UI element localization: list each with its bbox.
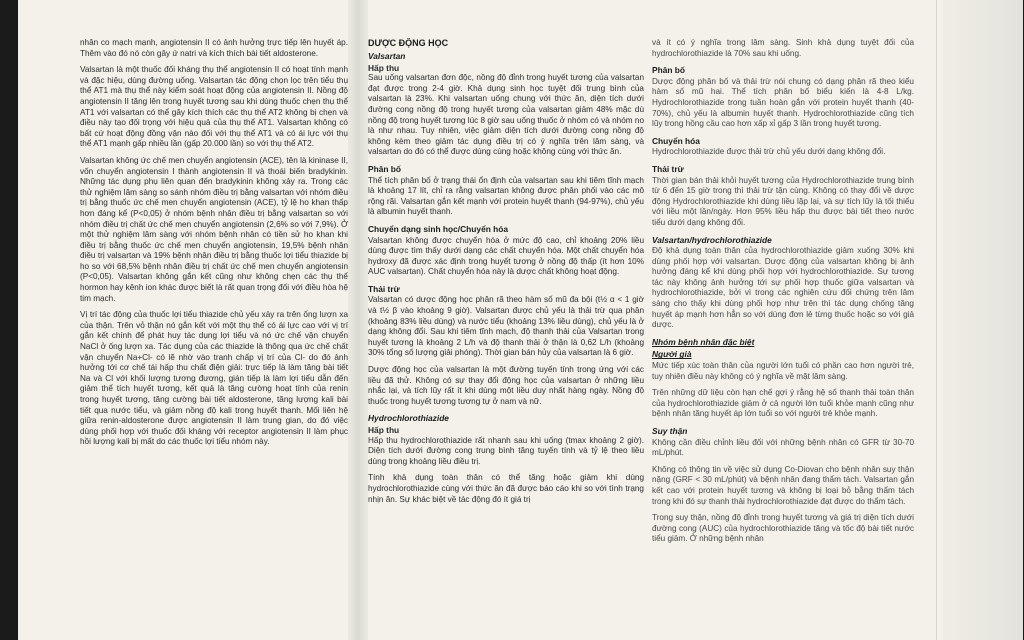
page-fold-shadow (348, 0, 368, 640)
page-edge-line (936, 0, 937, 640)
paragraph: Trong suy thận, nồng độ đỉnh trong huyết tương và giá trị diện tích dưới đường cong (AUC) của hydrochlorothiazide tăng và tốc độ bài tiết nước tiểu giảm. Ở những bệnh nhân (652, 513, 914, 544)
page-margin-right (943, 0, 1023, 640)
paragraph: Độ khả dụng toàn thân của hydrochlorothiazide giảm xuống 30% khi dùng phối hợp với valsartan. Dược động của valsartan không bị ảnh hưởng đáng kể khi dùng phối hợp với hydrochlorothiazide. Sự tương tác này không ảnh hưởng tới sự phối hợp thuốc giữa valsartan và hydrochlorothiazide, bởi vì trong các nghiên cứu đối chứng trên lâm sàng cho thấy khi dùng phối hợp như trên thì tác dụng chống tăng huyết áp mạnh hơn hẳn so với dùng đơn lẻ từng thuốc hoặc so với giả dược. (652, 246, 914, 330)
subheading: Suy thận (652, 426, 688, 436)
drug-heading: Valsartan (368, 51, 406, 61)
paragraph: Vị trí tác động của thuốc lợi tiểu thiazide chủ yếu xảy ra trên ống lượn xa của thận. Trên vỏ thận nó gắn kết với một thụ thể có ái lực cao với vị trí gắn kết chính để phát huy tác dụng lợi tiểu và nó ức chế vận chuyển NaCl ở ống lượn xa. Tác dụng của các thiazide là thông qua ức chế chất vận chuyển Na+Cl- có lẽ nhờ vào tranh chấp vị trí của Cl- do đó ảnh hưởng tới cơ chế tái hấp thu chất điện giải: trực tiếp là làm tăng bài tiết Na và Cl với khối lượng tương đương, gián tiếp là làm lợi tiểu dẫn đến giảm thể tích huyết tương, kết quả là tăng cường hoạt tính của renin trong huyết tương, tăng cường bài tiết aldosterone, tăng lượng kali bài tiết qua nước tiểu, và giảm nồng độ kali trong huyết thanh. Mối liên hệ giữa renin-aldosterone được angiotensin II làm trung gian, do đó việc dùng phối hợp với thuốc đối kháng với receptor angiotensin II làm phục hồi lượng kali bị mất do các thuốc lợi tiểu nhóm này. (80, 310, 348, 447)
paragraph: Dược động học của valsartan là một đường tuyến tính trong ứng với các liều đã thử. Không có sự thay đổi động học của valsartan ở những liều nhắc lại, và tích lũy rất ít khi dùng một liều duy nhất hàng ngày. Nồng độ thuốc trong huyết tương tương tự ở nam và nữ. (368, 365, 644, 406)
paragraph: Hấp thu hydrochlorothiazide rất nhanh sau khi uống (tmax khoảng 2 giờ). Diện tích dưới đường cong trung bình tăng tuyến tính và tỷ lệ theo liều dùng trong khoảng liều điều trị. (368, 435, 644, 466)
drug-heading: Valsartan/hydrochlorothiazide (652, 234, 772, 245)
paragraph: Valsartan không ức chế men chuyển angiotensin (ACE), tên là kininase II, vốn chuyển angiotensin I thành angiotensin II và thoái biến bradykinin. Những tác dụng phụ liên quan đến bradykinin không xảy ra. Trong các thử nghiệm lâm sàng so sánh nhóm điều trị bằng valsartan với nhóm điều trị bằng thuốc ức chế men chuyển angiotensin (ACE), tỷ lệ ho khan thấp hơn đáng kể (P<0,05) ở nhóm bệnh nhân điều trị bằng valsartan so với nhóm điều trị chất ức chế men chuyển angiotensin (2,6% so với 7,9%). Ở một thử nghiệm lâm sàng với nhóm bệnh nhân có tiền sử ho khan khi điều trị bằng thuốc ức chế men chuyển angiotensin, 19,5% bệnh nhân điều trị valsartan và 19% bệnh nhân điều trị bằng thuốc lợi tiểu thiazide bị ho so với 68,5% bệnh nhân điều trị chất ức chế men chuyển angiotensin (P<0,05). Valsartan không gắn kết cũng như không chẹn các thụ thể hormon hay kênh ion khác được biết là rất quan trọng đối với điều hòa hệ tim mạch. (80, 155, 348, 303)
paragraph: Thời gian bán thải khỏi huyết tương của Hydrochlorothiazide trung bình từ 6 đến 15 giờ trong thì thải trừ tận cùng. Không có thay đổi về dược động Hydrochlorothiazide khi dùng liều lặp lại, và sự tích lũy là tối thiểu với liều một lần/ngày. Hơn 95% liều hấp thu được bài tiết theo nước tiểu dưới dạng không đổi. (652, 175, 914, 227)
paragraph: Valsartan có dược động học phân rã theo hàm số mũ đa bội (t½ α < 1 giờ và t½ β vào khoảng 9 giờ). Valsartan được chủ yếu là thải trừ qua phân (khoảng 83% liều dùng) và nước tiểu (khoảng 13% liều dùng), chủ yếu là ở dạng không đổi. Sau khi tiêm tĩnh mạch, độ thanh thải của Valsartan trong huyết tương là khoảng 2 L/h và độ thanh thải ở thận là 0,62 L/h (khoảng 30% tổng số lượng giải phóng). Thời gian bán hủy của valsartan là 6 giờ. (368, 295, 644, 358)
drug-heading: Hydrochlorothiazide (368, 413, 449, 424)
subheading: Nhóm bệnh nhân đặc biệt (652, 336, 755, 347)
paragraph: Không cần điều chỉnh liều đối với những bệnh nhân có GFR từ 30-70 mL/phút. (652, 437, 914, 458)
paragraph: nhân co mạch mạnh, angiotensin II có ảnh hưởng trực tiếp lên huyết áp. Thêm vào đó nó còn gây ứ natri và kích thích bài tiết aldosterone. (80, 38, 348, 58)
subheading: Hấp thu (368, 62, 400, 73)
section-heading: DƯỢC ĐỘNG HỌC (368, 38, 449, 48)
paragraph: Sau uống valsartan đơn độc, nồng độ đỉnh trong huyết tương của valsartan đạt được trong 2-4 giờ. Khả dụng sinh học tuyệt đối trung bình của valsartan là 23%. Khi valsartan uống chung với thức ăn, diện tích dưới đường cong nồng độ trong huyết tương của valsartan giảm 48% mặc dù nồng độ trong huyết tương lúc 8 giờ sau uống thuốc ở nhóm có và nhóm no là như nhau. Tuy nhiên, việc giảm diện tích dưới đường cong nồng độ không kèm theo giảm tác dụng điều trị có ý nghĩa trên lâm sàng, và valsartan do đó có thể được dùng cùng hoặc không cùng với thức ăn. (368, 73, 644, 157)
subheading: Chuyển hóa (652, 135, 700, 146)
text-column-left (80, 38, 348, 638)
subheading: Hấp thu (368, 425, 400, 435)
paragraph: Thể tích phân bố ở trạng thái ổn định của valsartan sau khi tiêm tĩnh mạch là khoảng 17 lít, chỉ ra rằng valsartan không được phân phối vào các mô rộng rãi. Valsartan gắn kết mạnh với protein huyết thanh (94-97%), chủ yếu là albumin huyết thanh. (368, 175, 644, 217)
subheading: Chuyển dạng sinh học/Chuyển hóa (368, 223, 509, 234)
paragraph: Mức tiếp xúc toàn thân của người lớn tuổi có phần cao hơn người trẻ, tuy nhiên điều này không có ý nghĩa về mặt lâm sàng. (652, 361, 914, 381)
text-column-right (652, 38, 914, 638)
paragraph: Không có thông tin về việc sử dụng Co-Diovan cho bệnh nhân suy thận nặng (GRF < 30 mL/phút) và bệnh nhân đang thẩm tách. Valsartan gắn kết cao với protein huyết tương và không bị loại bỏ bằng thẩm tách trong khi đó sự thanh thải hydrochlorothiazide đạt được do thẩm tách. (652, 464, 914, 506)
paragraph: Trên những dữ liệu còn hạn chế gợi ý rằng hệ số thanh thải toàn thân của hydrochlorothiazide giảm ở cả người lớn tuổi khỏe mạnh cũng như bệnh nhân tăng huyết áp lớn tuổi so với người trẻ khỏe mạnh. (652, 388, 914, 419)
subheading: Thải trừ (368, 283, 400, 294)
document-page (18, 0, 1020, 640)
text-column-middle (368, 38, 644, 638)
subheading: Người già (652, 349, 692, 360)
paragraph: Tính khả dụng toàn thân có thể tăng hoặc giảm khi dùng hydrochlorothiazide cùng với thức ăn đã được báo cáo khi so với tình trạng nhịn ăn. Sự khác biệt về tác động đó ít giá trị (368, 473, 644, 504)
paragraph: Dược động phân bố và thải trừ nói chung có dạng phân rã theo kiểu hàm số mũ hai. Thể tích phân bố biểu kiến là 4-8 L/kg. Hydrochlorothiazide trong tuần hoàn gắn với protein huyết thanh (40-70%), chủ yếu là albumin huyết thanh. Hydrochlorothiazide cũng tích lũy trong hồng cầu cao hơn xấp xỉ gấp 3 lần trong huyết tương. (652, 76, 914, 129)
paragraph: Hydrochlorothiazide được thải trừ chủ yếu dưới dạng không đổi. (652, 147, 886, 157)
paragraph: Valsartan là một thuốc đối kháng thụ thể angiotensin II có hoạt tính mạnh và đặc hiệu, dùng đường uống. Valsartan tác động chọn lọc trên tiểu thụ thể AT1 mà thụ thể này kiểm soát hoạt động của angiotensin II. Nồng độ angiotensin II tăng lên trong huyết tương sau khi dùng thuốc chẹn thụ thể AT1 với valsartan có thể gây kích thích các thụ thể AT2 không bị chẹn và điều này tạo đối trọng với hiệu quả của thụ thể AT1. Valsartan không có bất cứ hoạt động đồng vận nào đối với thụ thể AT1 và có ái lực với thụ thể AT1 mạnh gấp nhiều lần (gấp 20.000 lần) so với thụ thể AT2. (80, 65, 348, 149)
subheading: Phân bố (368, 163, 402, 174)
subheading: Thải trừ (652, 163, 684, 174)
subheading: Phân bố (652, 65, 686, 76)
paragraph: Valsartan không được chuyển hóa ở mức độ cao, chỉ khoảng 20% liều dùng được tìm thấy dưới dạng các chất chuyển hóa. Một chất chuyển hóa hydroxy đã được xác định trong huyết tương ở nồng độ thấp (ít hơn 10% AUC valsartan). Chất chuyển hóa này là dược chất không hoạt động. (368, 235, 644, 277)
paragraph: và ít có ý nghĩa trong lâm sàng. Sinh khả dụng tuyệt đối của hydrochlorothiazide là 70% sau khi uống. (652, 38, 914, 58)
